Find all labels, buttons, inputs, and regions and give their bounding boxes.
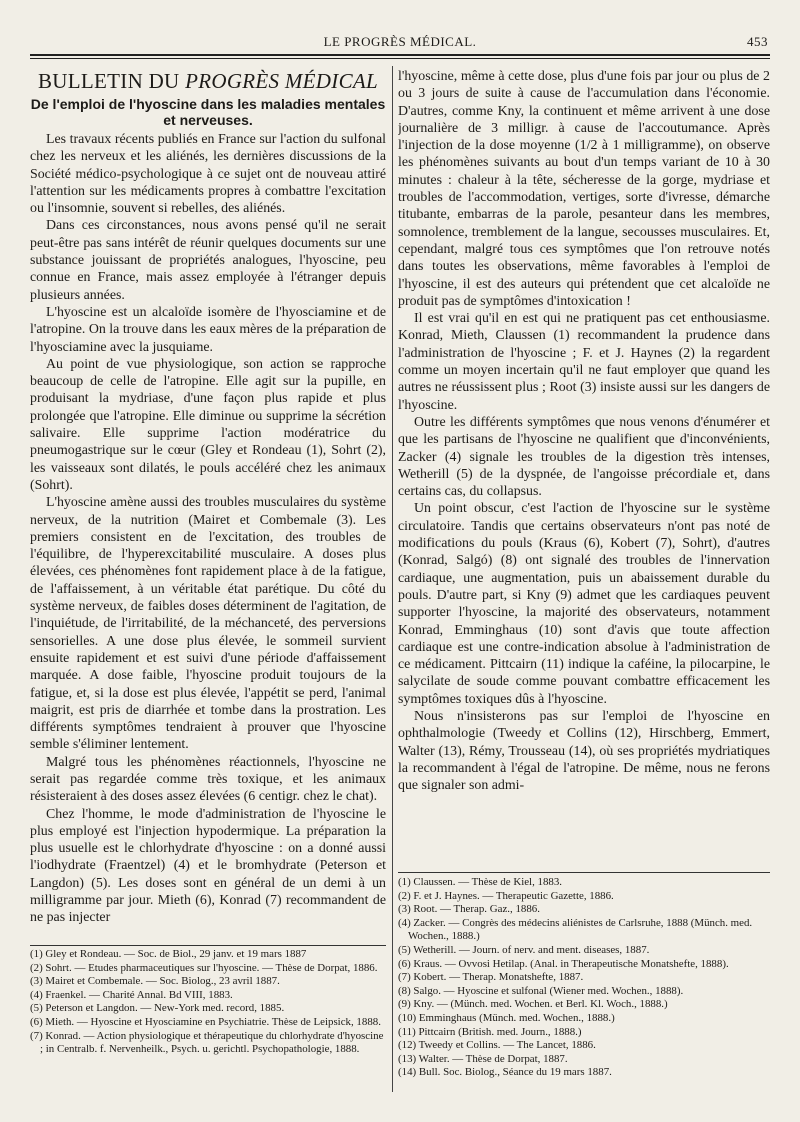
right-body xyxy=(398,68,770,794)
running-header xyxy=(30,30,770,52)
header-rule-thick xyxy=(30,54,770,56)
footnote: (14) Bull. Soc. Biolog., Séance du 19 mars 1887. xyxy=(398,1066,612,1079)
body-paragraph: l'hyoscine, même à cette dose, plus d'une fois par jour ou plus de 2 ou 3 jours de suite à cause de l'accumulation dans l'économie. D'autres, comme Kny, la continuent et même arrivent à une dose journalière de 3 milligr. à cause de l'accoutumance. Après l'injection de la dose moyenne (1/2 à 1 milligramme), on observe les phénomènes suivants au bout d'un temps variant de 10 à 30 minutes : chaleur à la tête, sécheresse de la gorge, mydriase et troubles de l'accommodation, vertiges, sorte d'ivresse, démarche titubante, embarras de la parole, pesanteur dans les membres, somnolence, tremblement de la langue, secousses musculaires. Et, cependant, malgré tous ces symptômes que l'on retrouve notés dans toutes les observations, même favorables à l'emploi de l'hyoscine, il est des auteurs qui prétendent que cet alcaloïde ne produit pas de symptômes d'intoxication ! xyxy=(398,69,770,309)
left-column xyxy=(30,68,386,943)
body-paragraph: Dans ces circonstances, nous avons pensé qu'il ne serait peut-être pas sans intérêt de réunir quelques documents sur une substance jouissant de propriétés analogues, l'hyoscine, peu connue en France, mais assez employée à l'étranger depuis plusieurs années. xyxy=(30,218,386,303)
footnote: (1) Claussen. — Thèse de Kiel, 1883. xyxy=(398,876,563,888)
footnote: (13) Walter. — Thèse de Dorpat, 1887. xyxy=(398,1052,568,1065)
bulletin-prefix: BULLETIN DU xyxy=(38,69,180,93)
bulletin-heading xyxy=(30,68,386,94)
footnote: (11) Pittcairn (British. med. Journ., 1888.) xyxy=(398,1025,582,1038)
body-paragraph: L'hyoscine amène aussi des troubles musculaires du système nerveux, de la nutrition (Mairet et Combemale (3). Les premiers consistent en de l'excitation, des troubles de l'équilibre, de l'hyperexcitabilité musculaire. A doses plus élevées, ces phénomènes font rapidement place à de la fatigue, de l'affaissement, à un véritable état parétique. Du côté du système nerveux, de faibles doses déterminent de l'agitation, de l'inquiétude, de l'irritabilité, de la méchanceté, des perversions sensorielles. A une dose plus élevée, le sommeil survient ensuite rapidement et est suivi d'une période d'affaissement marquée. A dose faible, l'hyoscine produit toujours de la fatigue, et, si la dose est plus élevée, l'appétit se perd, l'animal maigrit, est pris de diarrhée et tombe dans la prostration. Les différents symptômes tendraient à prouver que l'hyoscine semble s'éliminer lentement. xyxy=(30,495,386,753)
body-paragraph: Malgré tous les phénomènes réactionnels, l'hyoscine ne serait pas regardée comme très toxique, et les animaux résisteraient à des doses assez élevées (6 centigr. chez le chat). xyxy=(30,754,386,805)
footnote: (6) Mieth. — Hyoscine et Hyosciamine en Psychiatrie. Thèse de Leipsick, 1888. xyxy=(30,1015,381,1028)
header-rule-thin xyxy=(30,58,770,59)
bulletin-journal-name: PROGRÈS MÉDICAL xyxy=(185,69,378,93)
left-footnote-rule xyxy=(30,945,386,946)
footnote: (6) Kraus. — Ovvosi Hetilap. (Anal. in Therapeutische Monatshefte, 1888). xyxy=(398,957,729,970)
footnote: (7) Konrad. — Action physiologique et thérapeutique du chlorhydrate d'hyoscine ; in Centralb. f. Nervenheilk., Psych. u. gerichtl. Psychopathologie, 1888. xyxy=(30,1029,384,1056)
footnote: (4) Fraenkel. — Charité Annal. Bd VIII, 1883. xyxy=(30,988,233,1001)
footnote: (3) Root. — Therap. Gaz., 1886. xyxy=(398,903,540,916)
left-footnotes xyxy=(30,948,386,1098)
body-paragraph: Au point de vue physiologique, son action se rapproche beaucoup de celle de l'atropine. Elle agit sur la pupille, en produisant la mydriase, d'une façon plus rapide et plus prolongée que l'atropine. Elle diminue ou supprime la sécrétion salivaire. Elle supprime l'action modératrice du pneumogastrique sur le cœur (Gley et Rondeau (1), Sohrt (2), les vaisseaux sont dilatés, le pouls accéléré chez les animaux (Sohrt). xyxy=(30,356,386,493)
footnote: (5) Wetherill. — Journ. of nerv. and ment. diseases, 1887. xyxy=(398,943,650,956)
footnote: (9) Kny. — (Münch. med. Wochen. et Berl. Kl. Woch., 1888.) xyxy=(398,998,668,1011)
footnote: (5) Peterson et Langdon. — New-York med. record, 1885. xyxy=(30,1002,285,1015)
article-subtitle: De l'emploi de l'hyoscine dans les maladies mentales et nerveuses. xyxy=(30,96,386,128)
footnote: (8) Salgo. — Hyoscine et sulfonal (Wiener med. Wochen., 1888). xyxy=(398,984,684,997)
footnote: (2) Sohrt. — Etudes pharmaceutiques sur l'hyoscine. — Thèse de Dorpat, 1886. xyxy=(30,961,378,974)
footnote: (4) Zacker. — Congrès des médecins aliénistes de Carlsruhe, 1888 (Münch. med. Wochen., 1888.) xyxy=(398,916,753,943)
footnote: (2) F. et J. Haynes. — Therapeutic Gazette, 1886. xyxy=(398,889,614,902)
body-paragraph: Les travaux récents publiés en France sur l'action du sulfonal chez les nerveux et les aliénés, les dernières discussions de la Société médico-psychologique à ce sujet ont de nouveau attiré l'attention sur les médicaments propres à combattre l'excitation ou l'insomnie, souvent si rebelles, des aliénés. xyxy=(30,132,386,217)
footnote: (10) Emminghaus (Münch. med. Wochen., 1888.) xyxy=(398,1011,615,1024)
right-column xyxy=(398,68,770,874)
right-footnote-rule xyxy=(398,872,770,873)
body-paragraph: Il est vrai qu'il en est qui ne pratiquent pas cet enthousiasme. Konrad, Mieth, Claussen (1) recommandent la prudence dans l'administration de l'hyoscine ; F. et J. Haynes (2) la regardent comme un moyen incertain qu'il ne faut employer que quand les autres ne réussissent plus ; Root (3) insiste aussi sur les dangers de l'hyoscine. xyxy=(398,311,770,413)
footnote: (3) Mairet et Combemale. — Soc. Biolog., 23 avril 1887. xyxy=(30,975,280,988)
body-paragraph: Chez l'homme, le mode d'administration de l'hyoscine le plus employé est l'injection hypodermique. La préparation la plus usuelle est le chlorhydrate d'hyoscine : on a donné aussi l'iodhydrate (Fraentzel) (4) et le bromhydrate (Peterson et Langdon) (5). Les doses sont en général de un demi à un milligramme par jour. Mieth (6), Konrad (7) recommandent de ne pas injecter xyxy=(30,806,386,926)
column-separator xyxy=(392,66,393,1092)
footnote: (12) Tweedy et Collins. — The Lancet, 1886. xyxy=(398,1039,596,1052)
right-footnotes xyxy=(398,876,770,1098)
footnote: (7) Kobert. — Therap. Monatshefte, 1887. xyxy=(398,971,584,984)
journal-title: LE PROGRÈS MÉDICAL. xyxy=(323,34,477,49)
page-number: 453 xyxy=(747,34,768,49)
body-paragraph: Un point obscur, c'est l'action de l'hyoscine sur le système circulatoire. Tandis que certains observateurs n'ont pas noté de modifications du pouls (Kraus (6), Kobert (7), Sohrt), d'autres (Konrad, Salgó) (8) ont signalé des troubles de l'innervation cardiaque, une augmentation, puis un abaissement durable du pouls. D'autre part, si Kny (9) admet que les cardiaques peuvent supporter l'hyoscine, la majorité des observateurs, notamment Konrad, Emminghaus (10) sont d'avis que toute affection cardiaque est une contre-indication absolue à l'administration de ce médicament. Pittcairn (11) indique la caféine, la pilocarpine, le salycilate de soude comme pouvant combattre efficacement les symptômes toxiques dûs à l'hyoscine. xyxy=(398,501,770,707)
footnote: (1) Gley et Rondeau. — Soc. de Biol., 29 janv. et 19 mars 1887 xyxy=(30,948,307,960)
body-paragraph: L'hyoscine est un alcaloïde isomère de l'hyosciamine et de l'atropine. On la trouve dans les eaux mères de la préparation de l'hyosciamine avec la jusquiame. xyxy=(30,304,386,355)
left-body xyxy=(30,131,386,927)
body-paragraph: Nous n'insisterons pas sur l'emploi de l'hyoscine en ophthalmologie (Tweedy et Collins (12), Hirschberg, Emmert, Walter (13), Rémy, Trousseau (14), où ses propriétés mydriatiques la recommandent à l'égal de l'atropine. De même, nous ne ferons que signaler son admi- xyxy=(398,708,770,794)
body-paragraph: Outre les différents symptômes que nous venons d'énumérer et que les partisans de l'hyoscine ne qualifient que d'inconvénients, Zacker (4) signale les troubles de la digestion très intenses, Wetherill (5) de la dyspnée, de l'angoisse précordiale et, dans certains cas, du collapsus. xyxy=(398,414,770,500)
